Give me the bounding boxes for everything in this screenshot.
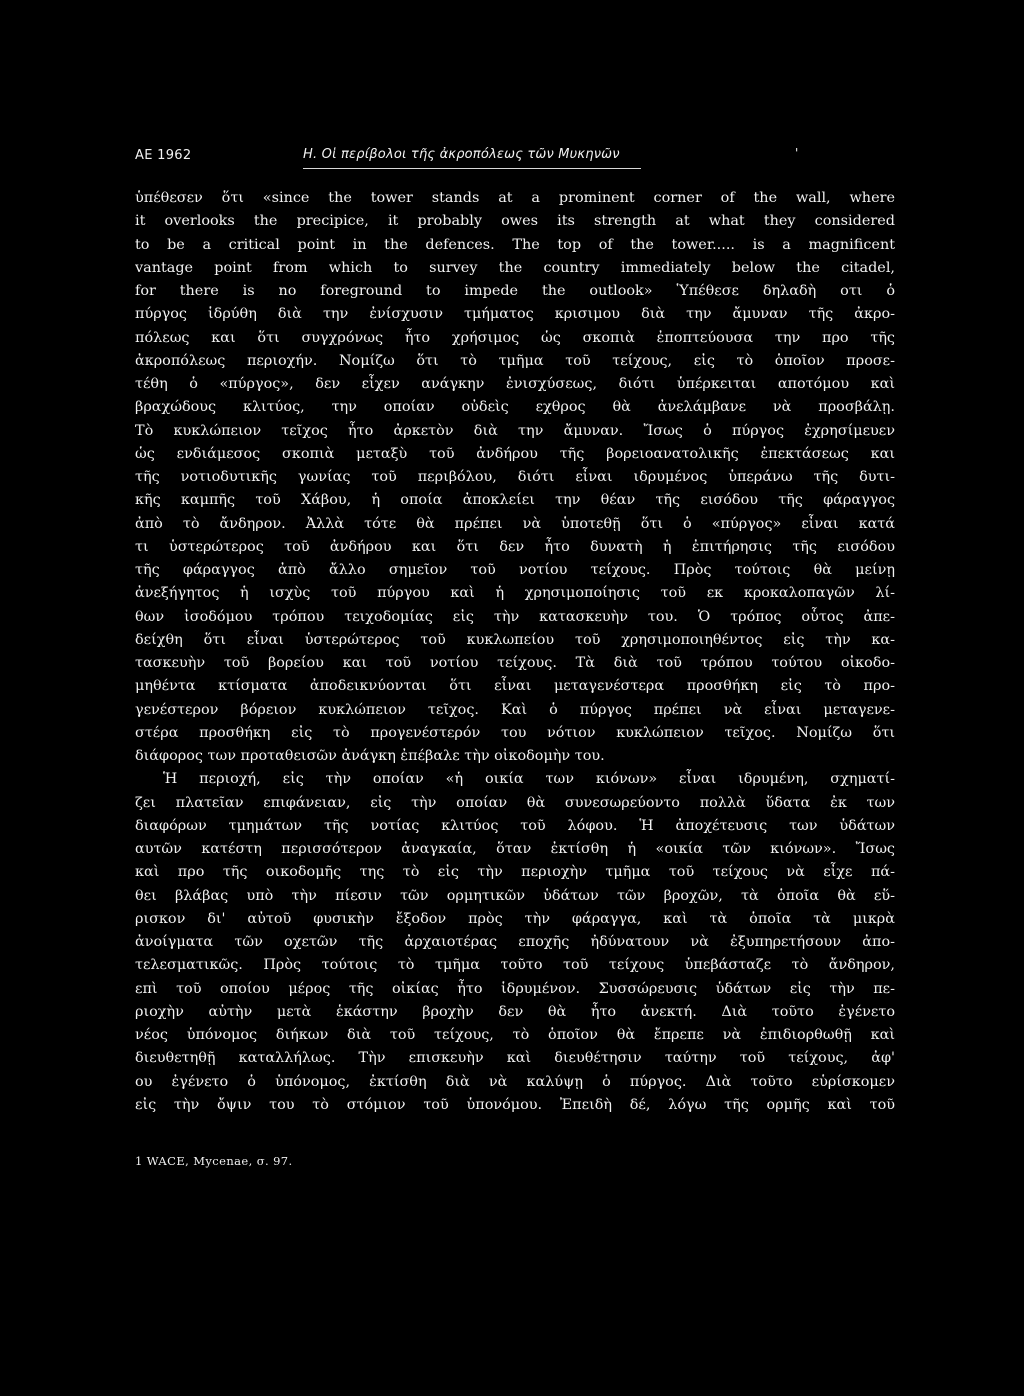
text-line: ἀνοίγματα τῶν οχετῶν τῆς ἀρχαιοτέρας εποχῆς ἠδύνατουν νὰ ἐξυπηρετήσουν ἀπο- xyxy=(135,934,895,950)
text-line: ρισκον δι' αὐτοῦ φυσικὴν ἔξοδον πρὸς τὴν φάραγγα, καὶ τὰ ὁποῖα τὰ μικρὰ xyxy=(135,910,895,927)
text-line: vantage point from which to survey the country immediately below the citadel, xyxy=(135,259,895,276)
text-line: διάφορος των προταθεισῶν ἀνάγκη ἐπέβαλε τὴν οἰκοδομὴν του. xyxy=(135,748,605,764)
text-line: τέθη ὁ «πύργος», δεν εἶχεν ανάγκην ἐνισχύσεως, διότι ὑπέρκειται αποτόμου καὶ xyxy=(135,376,895,392)
text-line: ζει πλατεῖαν επιφάνειαν, εἰς τὴν οποίαν θὰ συνεσωρεύοντο πολλὰ ὕδατα ἐκ των xyxy=(135,794,895,811)
text-line: στέρα προσθήκη εἰς τὸ προγενέστερόν του νότιον κυκλώπειον τεῖχος. Νομίζω ὅτι xyxy=(135,724,895,741)
text-line: διαφόρων τμημάτων τῆς νοτίας κλιτύος τοῦ λόφου. Ἡ ἀποχέτευσις των ὑδάτων xyxy=(135,817,895,834)
header-mark: ' xyxy=(795,146,799,160)
running-title: Η. Οἱ περίβολοι τῆς ἀκροπόλεως τῶν Μυκηνῶν xyxy=(303,147,620,162)
text-line: Ἡ περιοχή, εἰς τὴν οποίαν «ἡ οικία των κιόνων» εἶναι ιδρυμένη, σχηματί- xyxy=(163,771,895,788)
text-line: πόλεως και ὅτι συγχρόνως ἦτο χρήσιμος ὡς σκοπιὰ ἐποπτεύουσα την προ τῆς xyxy=(135,329,895,346)
text-line: εἰς τὴν ὄψιν του τὸ στόμιον τοῦ ὑπονόμου. Ἐπειδὴ δέ, λόγω τῆς ορμῆς καὶ τοῦ xyxy=(135,1096,895,1113)
text-line: ἀκροπόλεως περιοχήν. Νομίζω ὅτι τὸ τμῆμα τοῦ τείχους, εἰς τὸ ὁποῖον προσε- xyxy=(135,352,895,369)
text-line: γενέστερον βόρειον κυκλώπειον τεῖχος. Καὶ ὁ πύργος πρέπει νὰ εἶναι μεταγενε- xyxy=(135,701,895,718)
text-line: ὡς ενδιάμεσος σκοπιὰ μεταξὺ τοῦ ἀνδήρου τῆς βορειοανατολικῆς ἐπεκτάσεως και xyxy=(135,445,895,462)
text-line: to be a critical point in the defences. The top of the tower..... is a magnificent xyxy=(135,236,895,253)
text-line: καὶ προ τῆς οικοδομῆς της τὸ εἰς τὴν περιοχὴν τμῆμα τοῦ τείχους νὰ εἶχε πά- xyxy=(135,864,895,881)
text-line: τελεσματικῶς. Πρὸς τούτοις τὸ τμῆμα τοῦτο τοῦ τείχους ὑπεβάσταζε τὸ ἄνδηρον, xyxy=(135,957,895,974)
text-line: πύργος ἱδρύθη διὰ την ἐνίσχυσιν τμήματος κρισιμου διὰ την ἄμυναν τῆς ἀκρο- xyxy=(135,306,895,323)
body-text xyxy=(135,187,895,1117)
text-line: ἀνεξήγητος ἡ ισχὺς τοῦ πύργου καὶ ἡ χρησιμοποίησις τοῦ εκ κροκαλοπαγῶν λί- xyxy=(135,585,895,602)
journal-reference: AE 1962 xyxy=(135,148,192,163)
text-line: τῆς νοτιοδυτικῆς γωνίας τοῦ περιβόλου, διότι εἶναι ιδρυμένος ὑπεράνω τῆς δυτι- xyxy=(135,469,895,485)
text-line: διευθετηθῇ καταλλήλως. Τὴν επισκευὴν καὶ διευθέτησιν ταύτην τοῦ τείχους, ἀφ' xyxy=(135,1050,895,1067)
text-line: θων ἰσοδόμου τρόπου τειχοδομίας εἰς τὴν κατασκευὴν του. Ὁ τρόπος οὗτος ἀπε- xyxy=(135,608,895,625)
running-header xyxy=(135,148,895,170)
text-line: θει βλάβας υπὸ τὴν πίεσιν τῶν ορμητικῶν ὑδάτων τῶν βροχῶν, τὰ ὁποῖα θὰ εὕ- xyxy=(135,887,895,904)
text-line: for there is no foreground to impede the outlook» Ὑπέθεσε δηλαδὴ οτι ὁ xyxy=(135,283,895,299)
text-line: ριοχὴν αὐτὴν μετὰ ἑκάστην βροχὴν δεν θὰ ἦτο ἀνεκτή. Διὰ τοῦτο ἐγένετο xyxy=(135,1003,895,1020)
text-line: ου ἐγένετο ὁ ὑπόνομος, ἐκτίσθη διὰ νὰ καλύψῃ ὁ πύργος. Διὰ τοῦτο εὑρίσκομεν xyxy=(135,1073,895,1090)
text-line: τασκευὴν τοῦ βορείου και τοῦ νοτίου τείχους. Τὰ διὰ τοῦ τρόπου τούτου οἰκοδο- xyxy=(135,655,895,671)
footnote: 1 WACE, Mycenae, σ. 97. xyxy=(135,1154,293,1168)
text-line: δείχθη ὅτι εἶναι ὑστερώτερος τοῦ κυκλωπείου τοῦ χρησιμοποιηθέντος εἰς τὴν κα- xyxy=(135,631,895,648)
text-line: βραχώδους κλιτύος, την οποίαν οὐδεὶς εχθρος θὰ ἀνελάμβανε νὰ προσβάλῃ. xyxy=(135,399,895,416)
text-line: ἀπὸ τὸ ἄνδηρον. Ἀλλὰ τότε θὰ πρέπει νὰ ὑποτεθῇ ὅτι ὁ «πύργος» εἶναι κατά xyxy=(135,515,895,532)
text-line: it overlooks the precipice, it probably owes its strength at what they considered xyxy=(135,213,895,230)
text-line: αυτῶν κατέστη περισσότερον ἀναγκαία, ὅταν ἐκτίσθη ἡ «οικία τῶν κιόνων». Ἴσως xyxy=(135,841,895,857)
text-line: κῆς καμπῆς τοῦ Χάβου, ἡ οποία ἀποκλείει την θέαν τῆς εισόδου τῆς φάραγγος xyxy=(135,492,895,509)
text-line: ὑπέθεσεν ὅτι «since the tower stands at a prominent corner of the wall, where xyxy=(135,190,895,206)
text-line: Τὸ κυκλώπειον τεῖχος ἦτο ἀρκετὸν διὰ την ἄμυναν. Ἴσως ὁ πύργος ἐχρησίμευεν xyxy=(135,422,895,439)
text-line: μηθέντα κτίσματα ἀποδεικνύονται ὅτι εἶναι μεταγενέστερα προσθήκη εἰς τὸ προ- xyxy=(135,678,895,695)
text-line: τι ὑστερώτερος τοῦ ἀνδήρου και ὅτι δεν ἦτο δυνατὴ ἡ ἐπιτήρησις τῆς εισόδου xyxy=(135,538,895,555)
text-line: επὶ τοῦ οποίου μέρος τῆς οἰκίας ἦτο ἱδρυμένον. Συσσώρευσις ὑδάτων εἰς τὴν πε- xyxy=(135,980,895,997)
text-line: τῆς φάραγγος ἀπὸ ἄλλο σημεῖον τοῦ νοτίου τείχους. Πρὸς τούτοις θὰ μείνῃ xyxy=(135,562,895,578)
text-line: νέος ὑπόνομος διήκων διὰ τοῦ τείχους, τὸ ὁποῖον θὰ ἔπρεπε νὰ ἐπιδιορθωθῇ καὶ xyxy=(135,1027,895,1043)
header-rule xyxy=(303,168,641,169)
